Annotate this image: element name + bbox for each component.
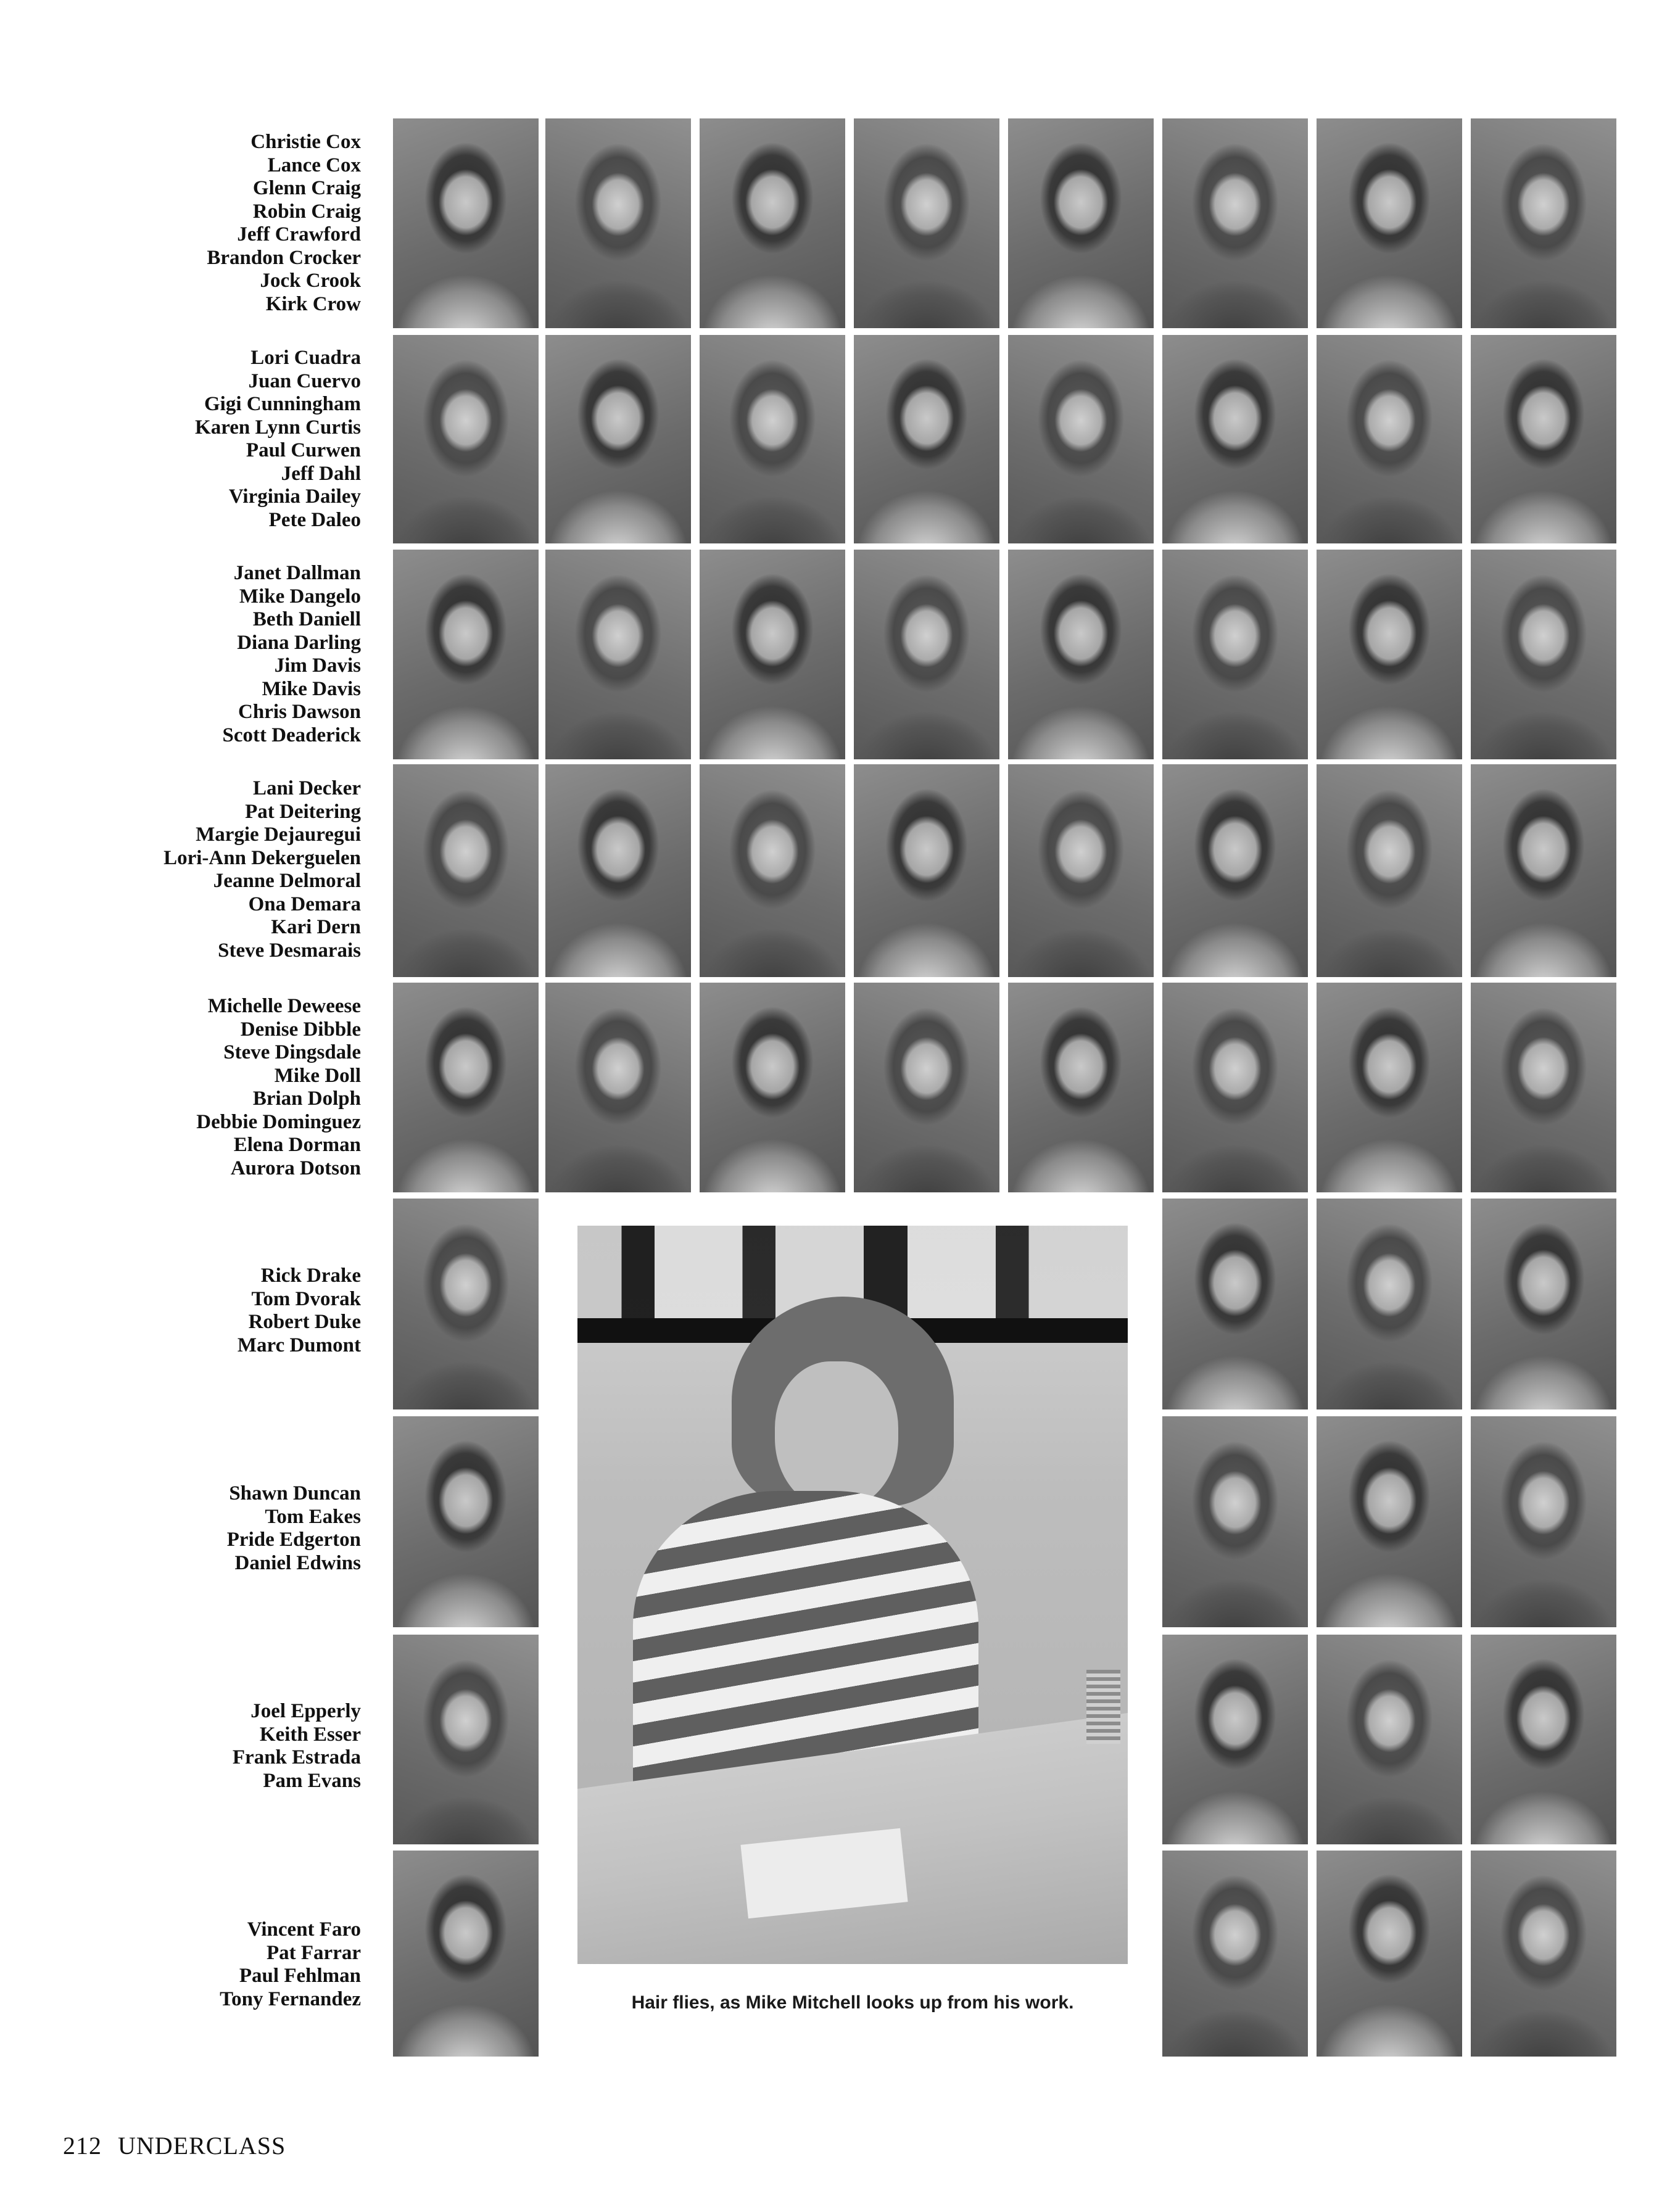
student-portrait <box>700 118 845 328</box>
student-portrait <box>1162 1199 1308 1409</box>
student-name: Lani Decker <box>252 777 361 799</box>
student-name: Mike Dangelo <box>239 585 361 608</box>
name-list <box>207 131 361 316</box>
student-name: Shawn Duncan <box>229 1482 361 1504</box>
student-portrait <box>393 1851 539 2057</box>
student-name: Debbie Dominguez <box>196 1110 361 1133</box>
student-name: Brandon Crocker <box>207 246 361 269</box>
name-list <box>195 347 361 532</box>
student-portrait <box>1162 118 1308 328</box>
student-portrait <box>1471 1635 1616 1844</box>
student-portrait <box>393 1416 539 1627</box>
student-name: Gigi Cunningham <box>204 393 361 415</box>
student-name: Rick Drake <box>260 1265 361 1287</box>
student-portrait <box>1008 983 1154 1192</box>
student-portrait <box>1008 764 1154 977</box>
student-name: Marc Dumont <box>237 1334 361 1356</box>
student-portrait <box>545 983 691 1192</box>
student-portrait <box>1471 983 1616 1192</box>
student-portrait <box>1317 1199 1462 1409</box>
student-name: Lori-Ann Dekerguelen <box>163 846 361 869</box>
student-name: Paul Curwen <box>246 439 361 461</box>
student-name: Pride Edgerton <box>226 1529 361 1551</box>
student-portrait <box>700 550 845 759</box>
student-portrait <box>545 118 691 328</box>
student-portrait <box>1162 764 1308 977</box>
student-portrait <box>1471 118 1616 328</box>
student-portrait <box>393 550 539 759</box>
student-name: Virginia Dailey <box>228 485 361 508</box>
student-name: Janet Dallman <box>233 562 361 584</box>
student-name: Steve Dingsdale <box>223 1041 361 1063</box>
student-name: Margie Dejauregui <box>196 823 361 846</box>
student-portrait <box>1008 550 1154 759</box>
student-name: Jim Davis <box>274 654 361 677</box>
student-name: Glenn Craig <box>252 177 361 199</box>
student-name: Joel Epperly <box>250 1700 361 1722</box>
student-name: Brian Dolph <box>252 1087 361 1110</box>
student-portrait <box>393 1635 539 1844</box>
page-footer <box>63 2131 302 2160</box>
student-portrait <box>1317 1635 1462 1844</box>
student-name: Pat Farrar <box>267 1941 361 1964</box>
student-portrait <box>545 550 691 759</box>
student-portrait <box>1162 1851 1308 2057</box>
student-name: Aurora Dotson <box>230 1157 361 1179</box>
student-name: Robert Duke <box>248 1311 361 1333</box>
student-portrait <box>393 335 539 543</box>
student-name: Vincent Faro <box>247 1918 361 1941</box>
student-name: Jeanne Delmoral <box>213 870 361 892</box>
student-name: Tony Fernandez <box>220 1987 361 2010</box>
student-name: Karen Lynn Curtis <box>195 416 361 439</box>
student-name: Juan Cuervo <box>248 369 361 392</box>
student-portrait <box>1008 335 1154 543</box>
student-name: Tom Dvorak <box>251 1287 361 1310</box>
student-portrait <box>393 983 539 1192</box>
student-name: Pete Daleo <box>268 508 361 531</box>
student-name: Elena Dorman <box>233 1134 361 1156</box>
name-list <box>163 777 361 962</box>
student-portrait <box>393 764 539 977</box>
student-portrait <box>1162 550 1308 759</box>
name-list <box>227 1482 361 1575</box>
student-name: Jock Crook <box>260 270 361 292</box>
student-portrait <box>1471 335 1616 543</box>
student-portrait <box>854 335 999 543</box>
student-portrait <box>854 983 999 1192</box>
name-list <box>220 1918 361 2011</box>
student-name: Pat Deitering <box>245 800 361 823</box>
student-name: Jeff Dahl <box>281 462 361 485</box>
student-name: Scott Deaderick <box>222 724 361 746</box>
student-portrait <box>1317 1416 1462 1627</box>
student-name: Michelle Deweese <box>207 995 361 1017</box>
student-name: Mike Doll <box>274 1064 361 1087</box>
student-portrait <box>393 1199 539 1409</box>
student-portrait <box>1471 550 1616 759</box>
student-name: Steve Desmarais <box>218 939 361 962</box>
student-name: Mike Davis <box>262 677 361 700</box>
student-portrait <box>1471 764 1616 977</box>
student-name: Frank Estrada <box>232 1746 361 1768</box>
student-portrait <box>1162 983 1308 1192</box>
student-name: Beth Daniell <box>252 608 361 630</box>
student-portrait <box>1317 1851 1462 2057</box>
name-list <box>238 1265 361 1357</box>
student-name: Paul Fehlman <box>239 1965 361 1987</box>
pencil-cup <box>1086 1670 1120 1744</box>
page-number: 212 <box>63 2132 102 2160</box>
photo-caption: Hair flies, as Mike Mitchell looks up from his work. <box>631 1992 1074 2013</box>
student-name: Tom Eakes <box>265 1505 361 1528</box>
student-name: Lori Cuadra <box>250 347 361 369</box>
student-portrait <box>1317 764 1462 977</box>
student-portrait <box>1471 1851 1616 2057</box>
student-name: Ona Demara <box>248 893 361 915</box>
student-portrait <box>700 764 845 977</box>
student-name: Diana Darling <box>237 631 361 654</box>
section-name: UNDERCLASS <box>118 2132 286 2160</box>
student-name: Kari Dern <box>271 916 361 938</box>
student-portrait <box>1317 983 1462 1192</box>
student-name: Jeff Crawford <box>237 223 361 246</box>
student-name: Christie Cox <box>250 131 361 153</box>
student-portrait <box>545 335 691 543</box>
student-portrait <box>854 550 999 759</box>
student-portrait <box>1317 335 1462 543</box>
student-portrait <box>1162 1635 1308 1844</box>
student-name: Lance Cox <box>267 154 361 176</box>
student-portrait <box>545 764 691 977</box>
student-portrait <box>1317 550 1462 759</box>
student-name: Chris Dawson <box>238 701 361 723</box>
name-list <box>233 1700 361 1793</box>
student-portrait <box>1008 118 1154 328</box>
student-name: Denise Dibble <box>240 1018 361 1041</box>
student-portrait <box>1471 1416 1616 1627</box>
student-portrait <box>1317 118 1462 328</box>
student-portrait <box>854 118 999 328</box>
student-portrait <box>700 335 845 543</box>
student-portrait <box>393 118 539 328</box>
student-name: Daniel Edwins <box>234 1551 361 1574</box>
student-portrait <box>1162 1416 1308 1627</box>
name-list <box>196 995 361 1180</box>
student-name: Kirk Crow <box>265 292 361 315</box>
candid-photo <box>577 1226 1128 1964</box>
student-name: Pam Evans <box>263 1769 361 1792</box>
student-portrait <box>700 983 845 1192</box>
student-portrait <box>1162 335 1308 543</box>
name-list <box>222 562 361 747</box>
student-portrait <box>1471 1199 1616 1409</box>
student-name: Robin Craig <box>252 200 361 223</box>
student-face <box>775 1361 898 1509</box>
student-name: Keith Esser <box>259 1723 361 1746</box>
student-portrait <box>854 764 999 977</box>
